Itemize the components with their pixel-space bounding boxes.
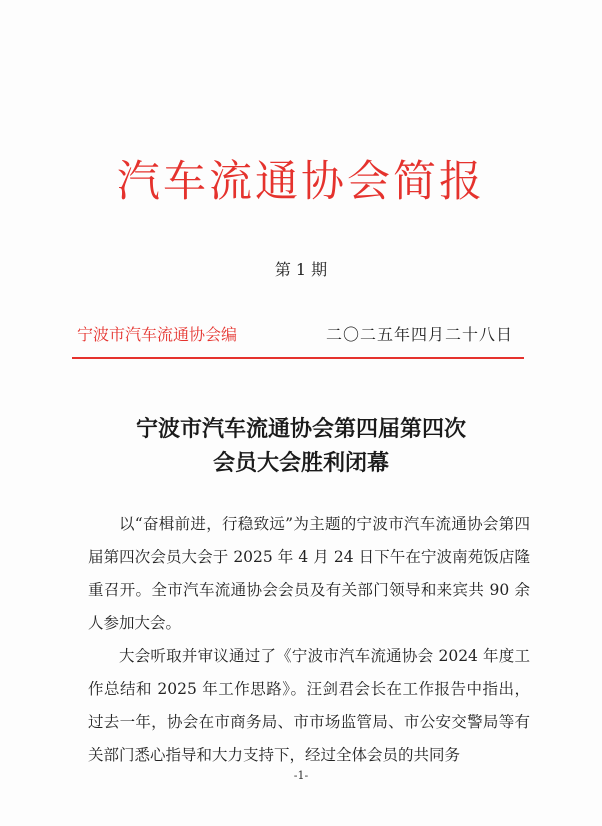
page-number: -1-: [293, 769, 309, 782]
article-title: [0, 412, 602, 480]
article-title-line-1: 宁波市汽车流通协会第四届第四次: [135, 416, 466, 442]
article-body: [88, 508, 530, 772]
red-divider: [72, 357, 524, 359]
masthead-title: 汽车流通协会简报: [117, 157, 485, 207]
issue-number: 第 1 期: [274, 260, 328, 279]
publication-date: 二〇二五年四月二十八日: [326, 325, 514, 344]
paragraph: 以“奋楫前进，行稳致远”为主题的宁波市汽车流通协会第四届第四次会员大会于 2025 年 4 月 24 日下午在宁波南苑饭店隆重召开。全市汽车流通协会会员及有关部门领导和来宾共 90 余人参加大会。: [88, 515, 530, 632]
article-title-line-2: 会员大会胜利闭幕: [212, 450, 389, 476]
editor-line: 宁波市汽车流通协会编: [77, 325, 238, 344]
paragraph: 大会听取并审议通过了《宁波市汽车流通协会 2024 年度工作总结和 2025 年工作思路》。汪剑君会长在工作报告中指出，过去一年，协会在市商务局、市市场监管局、市公安交警局等有关部门悉心指导和大力支持下，经过全体会员的共同务: [88, 647, 530, 764]
